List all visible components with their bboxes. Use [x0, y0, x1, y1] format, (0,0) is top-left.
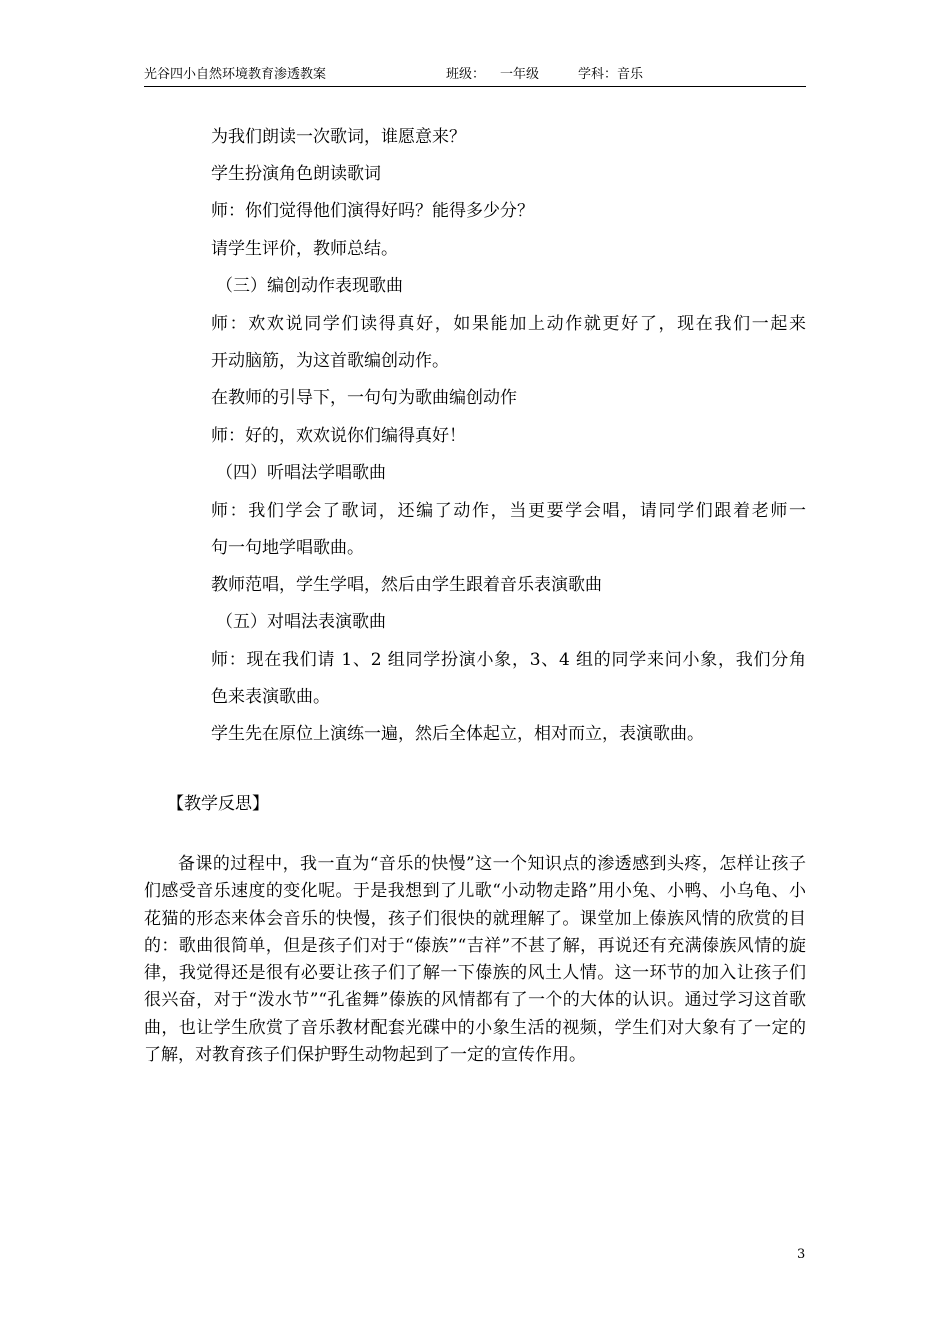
- text-line: 教师范唱，学生学唱，然后由学生跟着音乐表演歌曲: [211, 575, 602, 595]
- reflection-title: 【教学反思】: [167, 794, 269, 814]
- section-heading: （五）对唱法表演歌曲: [216, 612, 386, 632]
- header-class-value: 一年级: [500, 67, 540, 82]
- page-header: [144, 66, 806, 87]
- text-line: 请学生评价，教师总结。: [211, 239, 398, 259]
- text-line: 学生先在原位上演练一遍，然后全体起立，相对而立，表演歌曲。: [211, 724, 704, 744]
- text-line: 开动脑筋，为这首歌编创动作。: [211, 351, 449, 371]
- text-line: 师：现在我们请 1、2 组同学扮演小象，3、4 组的同学来问小象，我们分角: [211, 650, 806, 670]
- header-class-label: 班级：: [446, 67, 486, 82]
- section-heading: （四）听唱法学唱歌曲: [216, 463, 386, 483]
- text-line: 为我们朗读一次歌词，谁愿意来？: [211, 127, 466, 147]
- text-line: 师：好的，欢欢说你们编得真好！: [211, 426, 466, 446]
- text-line: 色来表演歌曲。: [211, 687, 330, 707]
- section-heading: （三）编创动作表现歌曲: [216, 276, 403, 296]
- page-number: 3: [797, 1247, 806, 1262]
- header-subject: 学科：音乐: [578, 67, 644, 82]
- text-line: 师：欢欢说同学们读得真好，如果能加上动作就更好了，现在我们一起来: [211, 314, 806, 334]
- reflection-paragraph: 备课的过程中，我一直为“音乐的快慢”这一个知识点的渗透感到头疼，怎样让孩子们感受音乐速度的变化呢。于是我想到了儿歌“小动物走路”用小兔、小鸭、小乌龟、小花猫的形态来体会音乐的快慢，孩子们很快的就理解了。课堂加上傣族风情的欣赏的目的：歌曲很简单，但是孩子们对于“傣族”“吉祥”不甚了解，再说还有充满傣族风情的旋律，我觉得还是很有必要让孩子们了解一下傣族的风土人情。这一环节的加入让孩子们很兴奋，对于“泼水节”“孔雀舞”傣族的风情都有了一个的大体的认识。通过学习这首歌曲，也让学生欣赏了音乐教材配套光碟中的小象生活的视频，学生们对大象有了一定的了解，对教育孩子们保护野生动物起到了一定的宣传作用。: [144, 854, 806, 1066]
- text-line: 学生扮演角色朗读歌词: [211, 164, 381, 184]
- header-school: 光谷四小自然环境教育渗透教案: [144, 67, 327, 82]
- text-line: 师：我们学会了歌词，还编了动作，当更要学会唱，请同学们跟着老师一: [211, 501, 806, 521]
- text-line: 在教师的引导下，一句句为歌曲编创动作: [211, 388, 517, 408]
- text-line: 师：你们觉得他们演得好吗？能得多少分？: [211, 201, 534, 221]
- text-line: 句一句地学唱歌曲。: [211, 538, 364, 558]
